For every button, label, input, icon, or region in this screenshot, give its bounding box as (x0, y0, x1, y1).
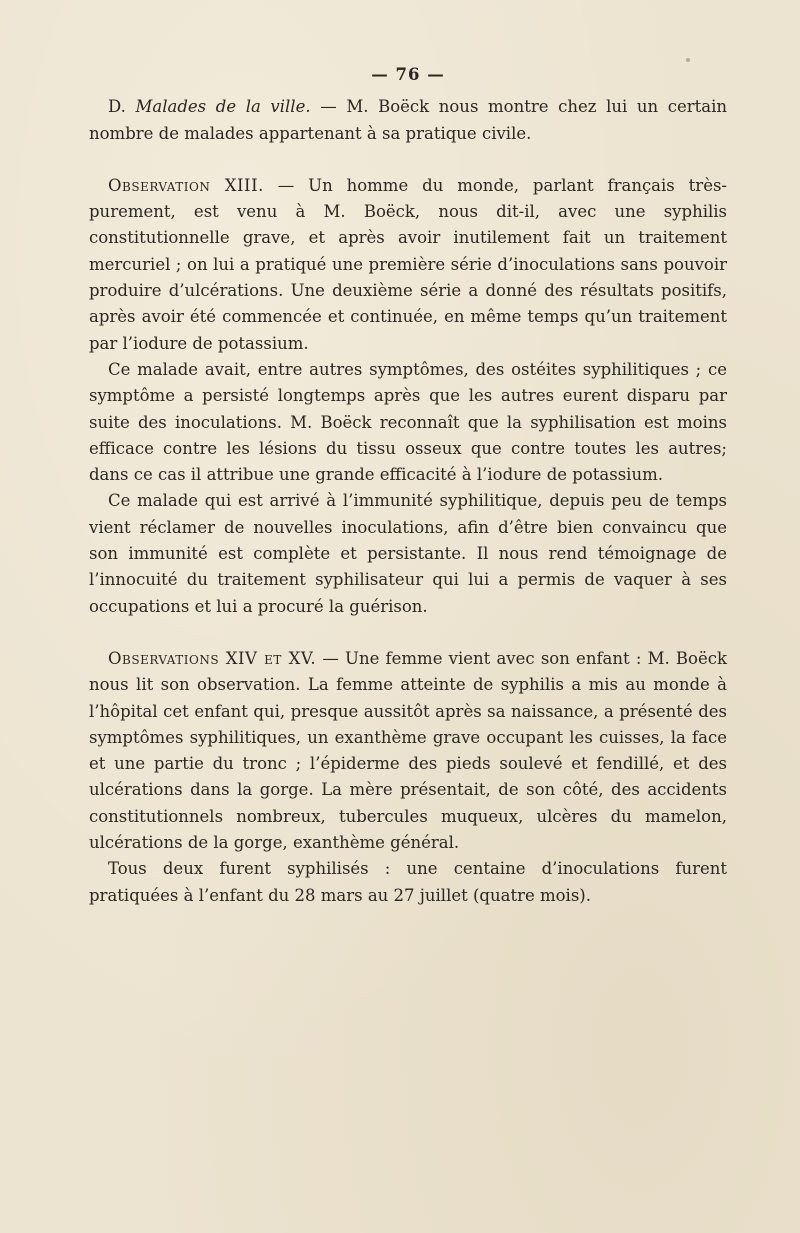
section-d-title: Malades de la ville. (135, 97, 311, 117)
observation-13-paragraph-2: Ce malade avait, entre autres symptômes, des ostéites syphilitiques ; ce symptôme a persisté longtemps après que les autres eurent disparu par suite des inoculations. M. Boëck reconnaît que la syphilisation est moins efficace contre les lésions du tissu osseux que contre toutes les autres; dans ce cas il attribue une grande efficacité à l’iodure de potassium. (89, 359, 727, 485)
observations-14-15-text: — Une femme vient avec son enfant : M. Boëck nous lit son observation. La femme atteinte de syphilis a mis au monde à l’hôpital cet enfant qui, presque aussitôt après sa naissance, a présenté des symptômes syphilitiques, un exanthème grave occupant les cuisses, la face et une partie du tronc ; l’épiderme des pieds soulevé et fendillé, et des ulcérations dans la gorge. La mère présentait, de son côté, des accidents constitutionnels nombreux, tubercules muqueux, ulcères du mamelon, ulcérations de la gorge, exanthème général. (89, 648, 727, 853)
page-text (89, 62, 727, 909)
observations-14-15-paragraph (89, 646, 727, 856)
section-d-paragraph (89, 94, 727, 147)
observations-14-15-paragraph-2: Tous deux furent syphilisés : une centaine d’inoculations furent pratiquées à l’enfant du 28 mars au 27 juillet (quatre mois). (89, 859, 727, 905)
observation-13-heading: Observation XIII. (108, 175, 264, 195)
section-d-prefix: D. (108, 97, 136, 117)
observation-13-paragraph-3: Ce malade qui est arrivé à l’immunité syphilitique, depuis peu de temps vient réclamer de nouvelles inoculations, afin d’être bien convaincu que son immunité est complète et persistante. Il nous rend témoignage de l’innocuité du traitement syphilisateur qui lui a permis de vaquer à ses occupations et lui a procuré la guérison. (89, 491, 727, 616)
section-d-text: — M. Boëck nous montre chez lui un certain nombre de malades appartenant à sa pratique civile. (89, 97, 727, 143)
observation-13-text: — Un homme du monde, parlant français très-purement, est venu à M. Boëck, nous dit-il, avec une syphilis constitutionnelle grave, et après avoir inutilement fait un traitement mercuriel ; on lui a pratiqué une première série d’inoculations sans pouvoir produire d’ulcérations. Une deuxième série a donné des résultats positifs, après avoir été commencée et continuée, en même temps qu’un traitement par l’iodure de potassium. (89, 175, 728, 353)
observations-14-15-heading: Observations XIV et XV. (108, 648, 317, 668)
observation-13-paragraph (89, 173, 727, 357)
page-number: — 76 — (371, 65, 445, 84)
